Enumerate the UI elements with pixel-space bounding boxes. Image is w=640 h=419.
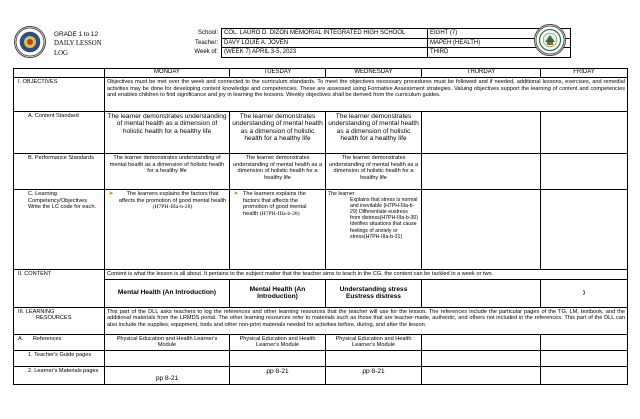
day-wednesday: WEDNESDAY bbox=[326, 69, 422, 78]
resources-text: This part of the DLL asks teachers to log the references and other learning resources that the teacher will use for the lesson. The references include the particular pages of the TG, LM, textbook, and the additional materials from the LRMDS portal. The other learning resources refer to materials such as those that are teacher-made, authentic, and others not included in the references. This part of the DLL can also include the supplies, equipment, tools and other non-print materials needed for activities before, during, and after the lesson. bbox=[105, 307, 628, 334]
performance-standards-fri bbox=[541, 154, 628, 190]
competencies-label bbox=[14, 190, 105, 270]
competencies-fri bbox=[541, 190, 628, 270]
learners-materials-text: Learner's Materials pages bbox=[34, 367, 99, 374]
resources-row bbox=[14, 307, 628, 334]
competencies-row bbox=[14, 190, 628, 270]
performance-standards-row bbox=[14, 154, 628, 190]
content-tue: Mental Health (An Introduction) bbox=[230, 279, 326, 307]
learners-materials-mon: pp 8-21 bbox=[105, 366, 230, 384]
competencies-tue-text: The learners explains the factors that affects the promotion of good mental health bbox=[243, 191, 307, 217]
arrow-bullet-icon: ➤ bbox=[233, 191, 239, 197]
performance-standards-thu bbox=[422, 154, 541, 190]
content-standard-thu bbox=[422, 112, 541, 154]
references-label-letter: A. bbox=[18, 335, 24, 342]
corner-cell bbox=[14, 69, 105, 78]
content-standard-tue: The learner demonstrates understanding of mental health as a dimension of holistic health for a healthy life bbox=[230, 112, 326, 154]
references-fri bbox=[541, 334, 628, 350]
performance-standards-mon: The learner demonstrates understanding of mental health as a dimension of holistic health for a healthy life bbox=[105, 154, 230, 190]
resources-label bbox=[14, 307, 105, 334]
competencies-mon-code: (H7PH-IIIa-b-28) bbox=[152, 204, 193, 211]
competencies-label-3: Write the LC code for each. bbox=[28, 204, 96, 211]
content-standard-label: A. Content Standard bbox=[14, 112, 105, 154]
title-line-1: GRADE 1 to 12 bbox=[54, 31, 99, 38]
competencies-thu bbox=[422, 190, 541, 270]
content-fri: ) bbox=[541, 279, 628, 307]
learners-materials-thu bbox=[422, 366, 541, 384]
content-standard-row bbox=[14, 112, 628, 154]
day-monday: MONDAY bbox=[105, 69, 230, 78]
quarter-value: THIRD bbox=[428, 48, 571, 58]
teacher-label: Teacher: bbox=[194, 39, 218, 46]
day-header-row bbox=[14, 69, 628, 78]
dll-title bbox=[54, 30, 102, 58]
learners-materials-fri bbox=[541, 366, 628, 384]
resources-label-2: RESOURCES bbox=[36, 315, 72, 322]
subject-value: MAPEH (HEALTH) bbox=[428, 38, 571, 48]
objectives-row bbox=[14, 78, 628, 112]
content-wed: Understanding stress Eustress distress bbox=[326, 279, 422, 307]
performance-standards-tue: The learner demonstrates understanding of mental health as a dimension of holistic health for a healthy life bbox=[230, 154, 326, 190]
week-value: (WEEK 7) APRIL 3-5, 2023 bbox=[222, 48, 428, 58]
school-value: COL. LAURO D. DIZON MEMORIAL INTEGRATED HIGH SCHOOL bbox=[222, 29, 428, 39]
references-label-text: References bbox=[32, 335, 62, 342]
competencies-label-1: C. Learning bbox=[28, 191, 57, 197]
content-standard-fri bbox=[541, 112, 628, 154]
resources-label-1: III. LEARNING bbox=[18, 308, 55, 315]
title-line-3: LOG bbox=[54, 49, 68, 57]
learners-materials-tue: pp 8-21 bbox=[230, 366, 326, 384]
day-thursday: THURDAY bbox=[422, 69, 541, 78]
teachers-guide-label bbox=[14, 350, 105, 366]
performance-standards-label: B. Performance Standards bbox=[14, 154, 105, 190]
competencies-mon bbox=[105, 190, 230, 270]
teacher-value: DAVY LOUIE A. JOVEN bbox=[222, 38, 428, 48]
learners-materials-label bbox=[14, 366, 105, 384]
content-mon: Mental Health (An Introduction) bbox=[105, 279, 230, 307]
competencies-tue bbox=[230, 190, 326, 270]
competencies-wed bbox=[326, 190, 422, 270]
grade-value: EIGHT (7) bbox=[428, 29, 571, 39]
performance-standards-wed: The learner demonstrates understanding of mental health as a dimension of holistic health for a healthy life bbox=[326, 154, 422, 190]
teachers-guide-fri bbox=[541, 350, 628, 366]
content-thu bbox=[422, 279, 541, 307]
week-label: Week of: bbox=[194, 49, 218, 56]
content-topics-row bbox=[14, 279, 628, 307]
content-standard-mon: The learner demonstrates understanding of mental health as a dimension of holistic health for a healthy life bbox=[105, 112, 230, 154]
competencies-wed-intro: The learner bbox=[328, 191, 355, 197]
references-mon: Physical Education and Health Learner's Module bbox=[105, 334, 230, 350]
teachers-guide-wed bbox=[326, 350, 422, 366]
references-row bbox=[14, 334, 628, 350]
objectives-label: I. OBJECTIVES bbox=[14, 78, 105, 112]
day-friday: FRIDAY bbox=[541, 69, 628, 78]
learners-materials-row bbox=[14, 366, 628, 384]
content-standard-wed: The learner demonstrates understanding of mental health as a dimension of holistic health for a healthy life bbox=[326, 112, 422, 154]
competencies-wed-text: Explains that stress is normal and inevitable (H7PH-IIIa-b-29) Differentiate eustress from distress(H7PH-IIIa-b-30) Idetifies situations that cause feelings of anxiety or stress(H7PH-IIIa-b-31) bbox=[350, 197, 419, 240]
references-wed: Physical Education and Health Learner's Module bbox=[326, 334, 422, 350]
references-thu bbox=[422, 334, 541, 350]
content-text: Content is what the lesson is all about. It pertains to the subject matter that the teacher aims to teach in the CG, the content can be tackled in a week or two. bbox=[105, 270, 628, 280]
teachers-guide-mon bbox=[105, 350, 230, 366]
competencies-label-2: Competency/Objectives bbox=[28, 197, 88, 204]
teachers-guide-row bbox=[14, 350, 628, 366]
references-label bbox=[14, 334, 105, 350]
learners-materials-num: 2. bbox=[28, 367, 33, 374]
references-tue: Physical Education and Health Learner's Module bbox=[230, 334, 326, 350]
learners-materials-wed: pp 8-21 bbox=[326, 366, 422, 384]
dll-table bbox=[13, 68, 628, 385]
school-label: School: bbox=[197, 30, 218, 37]
competencies-tue-code: (H7PH-IIIa-b-28) bbox=[259, 210, 300, 217]
teachers-guide-text: Teacher's Guide pages bbox=[34, 351, 92, 358]
school-seal-icon bbox=[534, 24, 566, 56]
content-note-row bbox=[14, 270, 628, 280]
content-label: II. CONTENT bbox=[14, 270, 105, 308]
deped-seal-icon bbox=[14, 26, 46, 58]
teachers-guide-tue bbox=[230, 350, 326, 366]
day-tuesday: TUESDAY bbox=[230, 69, 326, 78]
header-info-table bbox=[156, 28, 571, 58]
arrow-bullet-icon: ➤ bbox=[108, 191, 114, 197]
title-line-2: DAILY LESSON bbox=[54, 40, 102, 48]
teachers-guide-thu bbox=[422, 350, 541, 366]
teachers-guide-num: 1. bbox=[28, 351, 33, 358]
objectives-text: Objectives must be met over the week and connected to the curriculum standards. To meet the objectives necessary procedures must be followed and if needed, additional lessons, exercises, and remedial activities may be done for developing content knowledge and competencies. These are assessed using Formative Assessment strategies. Valuing objectives support the learning of content and competencies and enables children to find significance and joy in learning the lessons. Weekly objectives shall be derived from the curriculum guides. bbox=[105, 78, 628, 112]
competencies-mon-text: The learners explains the factors that affects the promotion of good mental health bbox=[118, 191, 227, 204]
